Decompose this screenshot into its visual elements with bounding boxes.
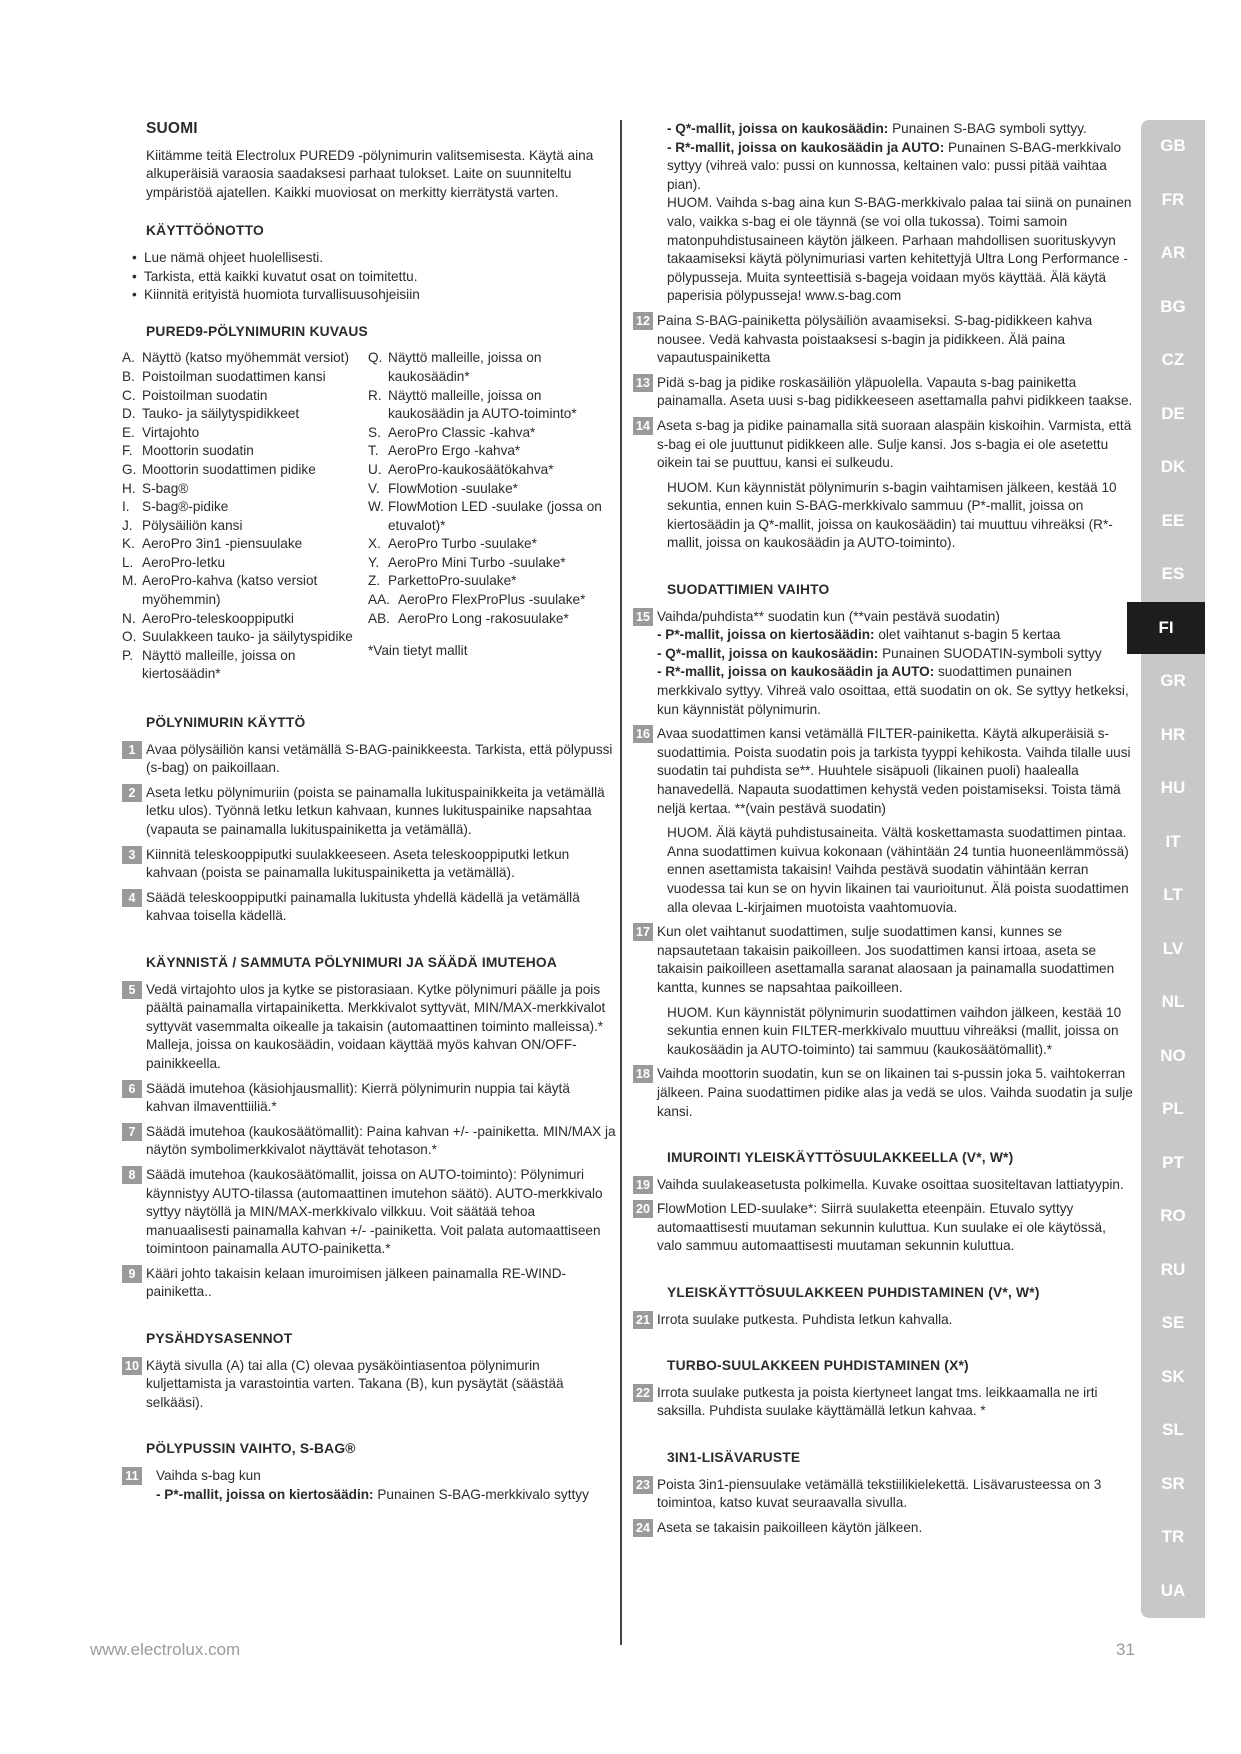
part-text: Näyttö malleille, joissa on kaukosäädin ja AUTO-toiminto* [388, 387, 577, 422]
step-number: 8 [122, 1166, 142, 1184]
part-text: Näyttö malleille, joissa on kiertosäädin* [142, 647, 296, 682]
step-number: 6 [122, 1080, 142, 1098]
step-18 [633, 1065, 1133, 1121]
setup-list [132, 249, 617, 305]
part-item [122, 535, 368, 554]
part-text: AeroPro-kaukosäätökahva* [388, 461, 554, 477]
part-item [368, 387, 614, 424]
filter-heading: SUODATTIMIEN VAIHTO [667, 582, 830, 598]
step-text: Pidä s-bag ja pidike roskasäiliön yläpuolella. Vapauta s-bag painiketta painamalla. Aseta uusi s-bag pidikkeeseen asettamalla pahvi pidikkeen taakse. [657, 374, 1133, 409]
step-text: Säädä teleskooppiputki painamalla lukitusta yhdellä kädellä ja vetämällä kahvaa toisella kädellä. [146, 889, 580, 924]
step-number: 10 [122, 1357, 142, 1375]
part-text: AeroPro FlexProPlus -suulake* [398, 592, 586, 608]
step-text: Säädä imutehoa (kaukosäätömallit): Paina kahvan +/- -painiketta. MIN/MAX ja näytön symbolimerkkivalot näyttävät tehotason.* [146, 1123, 616, 1158]
language-tab-ee[interactable]: EE [1161, 510, 1185, 530]
step-text: FlowMotion LED-suulake*: Siirrä suulaketta eteenpäin. Etuvalo syttyy automaattisesti muutaman sekunnin kuluttua. Kun suulake ei ole käytössä, valo sammuu automaattisesti muutaman sekunnin kuluttua. [657, 1201, 1106, 1254]
language-tab-nl[interactable]: NL [1161, 992, 1185, 1011]
part-text: ParkettoPro-suulake* [388, 573, 517, 589]
step-number: 14 [633, 417, 653, 435]
step-19 [633, 1176, 1133, 1195]
part-text: Näyttö malleille, joissa on kaukosäädin* [388, 350, 542, 384]
filter-q-label: - Q*-mallit, joissa on kaukosäädin: [657, 645, 879, 661]
intro-text: Kiitämme teitä Electrolux PURED9 -pölynimurin valitsemisesta. Käytä aina alkuperäisiä varaosia saadaksesi parhaat tulokset. Laite on suunniteltu ympäristöä ajatellen. Kaikki muoviosat on merkitty kierrätystä varten. [146, 147, 594, 200]
part-letter: H. [122, 480, 136, 496]
left-column [122, 120, 617, 1510]
part-item [122, 554, 368, 573]
step-text: Aseta se takaisin paikoilleen käytön jälkeen. [657, 1519, 923, 1535]
filter-r-label: - R*-mallit, joissa on kaukosäädin ja AUTO: [657, 664, 935, 680]
parking-heading: PYSÄHDYSASENNOT [146, 1331, 293, 1347]
step-5 [122, 981, 617, 1074]
step-21 [633, 1311, 1133, 1330]
part-item [122, 349, 368, 368]
bag-q-text: Punainen S-BAG symboli syttyy. [888, 121, 1087, 136]
part-text: AeroPro-kahva (katso versiot myöhemmin) [142, 573, 318, 608]
part-text: Virtajohto [142, 424, 200, 440]
setup-item: • Kiinnitä erityistä huomiota turvallisuusohjeisiin [132, 286, 617, 305]
language-tab-ua[interactable]: UA [1160, 1580, 1186, 1600]
part-item [122, 424, 368, 443]
language-tab-sk[interactable]: SK [1161, 1366, 1185, 1386]
step-number: 19 [633, 1176, 653, 1194]
step-2 [122, 784, 617, 840]
step-text: Irrota suulake putkesta ja poista kiertyneet langat tms. leikkaamalla ne irti saksilla. Puhdista suulake käyttämällä letkun kahvaa. * [657, 1384, 1098, 1419]
step-number: 4 [122, 889, 142, 907]
language-tab-no[interactable]: NO [1160, 1045, 1186, 1065]
part-letter: P. [122, 647, 134, 663]
step-12 [633, 312, 1133, 368]
general-heading: IMUROINTI YLEISKÄYTTÖSUULAKKEELLA (V*, W*) [667, 1150, 1014, 1166]
part-letter: T. [368, 443, 379, 459]
part-item [122, 498, 368, 517]
turbo-steps [633, 1384, 1133, 1421]
setup-item: • Tarkista, että kaikki kuvatut osat on toimitettu. [132, 268, 617, 287]
step-23 [633, 1476, 1133, 1513]
part-text: AeroPro Mini Turbo -suulake* [388, 554, 566, 570]
use-heading: PÖLYNIMURIN KÄYTTÖ [146, 715, 306, 731]
part-item [368, 442, 614, 461]
language-tab-dk[interactable]: DK [1160, 457, 1186, 476]
step-24 [633, 1519, 1133, 1538]
language-tab-de[interactable]: DE [1161, 403, 1185, 423]
step-15 [633, 608, 1133, 720]
footer-url[interactable]: www.electrolux.com [90, 1640, 241, 1659]
parts-column-1 [122, 349, 368, 684]
step-text: Vaihda moottorin suodatin, kun se on likainen tai s-pussin joka 5. vaihtokerran jälkeen. Paina suodattimen pidike alas ja vedä se ulos. Vaihda suodatin ja sulje kansi. [657, 1066, 1133, 1119]
part-item [122, 405, 368, 424]
language-tab-fr[interactable]: FR [1161, 189, 1185, 209]
description-heading: PURED9-PÖLYNIMURIN KUVAUS [146, 323, 368, 339]
part-text: Tauko- ja säilytyspidikkeet [142, 406, 300, 422]
start-heading: KÄYNNISTÄ / SAMMUTA PÖLYNIMURI JA SÄÄDÄ IMUTEHOA [146, 954, 557, 970]
part-letter: U. [368, 461, 382, 477]
part-text: AeroPro Long -rakosuulake* [398, 610, 569, 626]
bag-q-label: - Q*-mallit, joissa on kaukosäädin: [667, 121, 889, 136]
part-item [122, 461, 368, 480]
step-number: 9 [122, 1265, 142, 1283]
step-number: 17 [633, 923, 653, 941]
part-item [122, 628, 368, 647]
step-text: Kun olet vaihtanut suodattimen, sulje suodattimen kansi, kunnes se napsautetaan takaisin paikoilleen. Jos suodattimen kansi irtoaa, aseta se takaisin paikoilleen asettamalla saranat alaosaan ja painamalla suodattimen kantta, kunnes se napsahtaa paikoilleen. [657, 924, 1115, 995]
part-text: Näyttö (katso myöhemmät versiot) [142, 350, 349, 366]
language-tab-hr[interactable]: HR [1160, 724, 1186, 744]
step-number: 2 [122, 784, 142, 802]
part-text: Moottorin suodattimen pidike [142, 461, 316, 477]
parts-column-2 [368, 349, 614, 684]
step-number: 1 [122, 741, 142, 759]
step-11 [122, 1467, 617, 1504]
part-text: Suulakkeen tauko- ja säilytyspidike [142, 629, 353, 645]
part-text: FlowMotion LED -suulake (jossa on etuvalot)* [388, 499, 602, 533]
turbo-heading: TURBO-SUULAKKEEN PUHDISTAMINEN (X*) [667, 1358, 969, 1374]
language-tab-cz[interactable]: CZ [1161, 350, 1185, 369]
part-item [368, 498, 614, 535]
part-letter: I. [122, 499, 130, 515]
part-letter: K. [122, 536, 135, 552]
part-letter: G. [122, 461, 137, 477]
part-letter: E. [122, 424, 135, 440]
language-tab-hu[interactable]: HU [1160, 778, 1186, 797]
start-steps [122, 981, 617, 1303]
part-item [368, 424, 614, 443]
step-text: Käytä sivulla (A) tai alla (C) olevaa pysäköintiasentoa pölynimurin kuljettamista ja varastointia varten. Takana (B), kun pysäytät (säästää selkääsi). [146, 1357, 564, 1410]
step-text: Aseta s-bag ja pidike painamalla sitä suoraan alaspäin kiskoihin. Varmista, että s-bag ei ole juuttunut pidikkeen alle. Sulje kansi. Jos s-bagia ei ole asetettu oikein tai se puuttuu, kansi ei sulkeudu. [657, 417, 1132, 471]
step-number: 22 [633, 1384, 653, 1402]
bag-note-2: HUOM. Kun käynnistät pölynimurin s-bagin vaihtamisen jälkeen, kestää 10 sekuntia, ennen kuin S-BAG-merkkivalo sammuu (P*-mallit, joissa on kiertosäädin ja Q*-mallit, joissa on kaukosäädin) tai muuttuu vihreäksi (R*-mallit, joissa on kaukosäädin ja AUTO-toiminto). [667, 479, 1117, 551]
step-text: Irrota suulake putkesta. Puhdista letkun kahvalla. [657, 1311, 953, 1327]
language-tab-es[interactable]: ES [1161, 564, 1185, 583]
part-text: AeroPro-letku [142, 554, 226, 570]
part-item [122, 517, 368, 536]
use-steps [122, 741, 617, 926]
setup-heading: KÄYTTÖÖNOTTO [146, 223, 264, 239]
filter-step-line: Vaihda/puhdista** suodatin kun (**vain pestävä suodatin) [657, 608, 1000, 624]
step-number: 20 [633, 1200, 653, 1218]
parts-note: *Vain tietyt mallit [368, 643, 468, 659]
part-item [368, 610, 614, 629]
filter-r-text: suodattimen punainen merkkivalo syttyy. Vihreä valo osoittaa, että suodatin on ok. Se syttyy hetkeksi, kun käynnistät pölynimurin. [657, 664, 1129, 717]
bag-r-label: - R*-mallit, joissa on kaukosäädin ja AUTO: [667, 139, 945, 155]
step-number: 21 [633, 1311, 653, 1329]
right-column [633, 120, 1133, 1543]
part-item [368, 554, 614, 573]
step-number: 13 [633, 374, 653, 392]
general-steps [633, 1176, 1133, 1256]
part-letter: AA. [368, 592, 390, 608]
step-20 [633, 1200, 1133, 1256]
language-tab-ro[interactable]: RO [1160, 1206, 1186, 1225]
step-number: 7 [122, 1123, 142, 1141]
part-item [122, 647, 368, 684]
language-tab-ru[interactable]: RU [1160, 1259, 1186, 1279]
step-number: 16 [633, 725, 653, 743]
language-title: SUOMI [146, 120, 198, 137]
part-letter: Y. [368, 554, 380, 570]
part-item [368, 535, 614, 554]
part-letter: W. [368, 499, 384, 515]
step-text: Säädä imutehoa (käsiohjausmallit): Kierrä pölynimurin nuppia tai käytä kahvan ilmaventtiiliä.* [146, 1080, 570, 1115]
step-number: 15 [633, 608, 653, 626]
column-divider [620, 120, 622, 1645]
step-number: 12 [633, 312, 653, 330]
language-tabs [1141, 120, 1205, 1618]
part-letter: J. [122, 517, 133, 533]
bag-r-text: Punainen S-BAG-merkkivalo syttyy (vihreä valo: pussi on kunnossa, keltainen valo: pussi pitää vaihtaa pian). [667, 139, 1122, 192]
part-letter: C. [122, 387, 136, 403]
part-text: AeroPro-teleskooppiputki [142, 610, 294, 626]
part-text: AeroPro 3in1 -piensuulake [142, 536, 303, 552]
step-text: Kiinnitä teleskooppiputki suulakkeeseen. Aseta teleskooppiputki letkun kahvaan (poista se painamalla lukituspainiketta ja vetämällä). [146, 846, 570, 881]
step-text: Vaihda suulakeasetusta polkimella. Kuvake osoittaa suositeltavan lattiatyypin. [657, 1176, 1124, 1192]
step-text: Poista 3in1-piensuulake vetämällä tekstiilikielekettä. Lisävarusteessa on 3 toimintoa, katso kuvat seuraavalla sivulla. [657, 1476, 1102, 1511]
step-text: Vedä virtajohto ulos ja kytke se pistorasiaan. Kytke pölynimuri päälle ja pois päältä painamalla virtapainiketta. Merkkivalot syttyvät, MIN/MAX-merkkivalot syttyvät vasemmalta oikealle ja takaisin (automaattinen toiminto malleissa).* Malleja, joissa on kaukosäädin, voidaan käyttää myös kahvan ON/OFF-painikkeella. [146, 981, 606, 1071]
step-text: Säädä imutehoa (kaukosäätömallit, joissa on AUTO-toiminto): Pölynimuri käynnistyy AUTO-tilassa (automaattinen imutehon säätö). AUTO-merkkivalo syttyy näytöllä ja MIN/MAX-merkkivalo vilkkuu. Voit säätää tehoa manuaalisesti painamalla kahvan +/- -painiketta. Voit palata automaattiseen toimintoon painamalla AUTO-painiketta.* [146, 1166, 603, 1257]
step-9 [122, 1265, 617, 1302]
part-letter: N. [122, 610, 136, 626]
step-13 [633, 374, 1133, 411]
part-text: Poistoilman suodattimen kansi [142, 368, 326, 384]
step-text: Kääri johto takaisin kelaan imuroimisen jälkeen painamalla RE-WIND-painiketta.. [146, 1265, 567, 1300]
language-tab-ar[interactable]: AR [1160, 243, 1186, 262]
part-item [368, 572, 614, 591]
parts-list [122, 349, 617, 684]
part-item [368, 349, 614, 386]
part-text: AeroPro Turbo -suulake* [388, 536, 537, 552]
part-letter: L. [122, 554, 134, 570]
part-letter: AB. [368, 610, 390, 626]
language-tab-gr[interactable]: GR [1160, 671, 1186, 690]
language-tab-gb[interactable]: GB [1160, 136, 1186, 155]
step-6 [122, 1080, 617, 1117]
step-text: Avaa suodattimen kansi vetämällä FILTER-painiketta. Käytä alkuperäisiä s-suodattimia. Poista suodatin pois ja tarkista tyyppi kehikosta. Vaihda tilalle uusi suodatin tai puhdista se**. Huuhtele sisäpuoli (likainen puoli) haalealla hanavedellä. Napauta suodattimen kehystä veden poistamiseksi. Toista tämä neljä kertaa. **(vain pestävä suodatin) [657, 726, 1131, 816]
step-number: 18 [633, 1065, 653, 1083]
part-letter: X. [368, 536, 381, 552]
language-tab-sl[interactable]: SL [1162, 1420, 1184, 1439]
bag-heading: PÖLYPUSSIN VAIHTO, S-BAG® [146, 1441, 356, 1457]
part-text: S-bag®-pidike [142, 499, 229, 515]
part-item [122, 387, 368, 406]
step-17 [633, 923, 1133, 997]
accessory-heading: 3IN1-LISÄVARUSTE [667, 1450, 801, 1466]
part-item [368, 480, 614, 499]
language-tab-fi[interactable]: FI [1127, 602, 1205, 654]
language-tab-bg[interactable]: BG [1160, 296, 1186, 316]
language-tab-it[interactable]: IT [1165, 831, 1181, 851]
part-letter: Z. [368, 573, 381, 589]
step-16 [633, 725, 1133, 818]
part-letter: Q. [368, 350, 383, 366]
filter-p-text: olet vaihtanut s-bagin 5 kertaa [874, 627, 1061, 643]
clean-heading: YLEISKÄYTTÖSUULAKKEEN PUHDISTAMINEN (V*, W*) [667, 1285, 1040, 1301]
part-text: Poistoilman suodatin [142, 387, 268, 403]
part-item [122, 610, 368, 629]
part-letter: F. [122, 443, 133, 459]
step-text: Aseta letku pölynimuriin (poista se painamalla lukituspainikkeita ja vetämällä letku ulos). Työnnä letku letkun kahvaan, kunnes lukituspainike napsahtaa (vapauta se painamalla lukituspainiketta ja vetämällä). [146, 784, 605, 837]
part-item [122, 572, 368, 609]
part-letter: O. [122, 629, 137, 645]
part-text: S-bag® [142, 480, 189, 496]
language-tab-pl[interactable]: PL [1162, 1099, 1184, 1118]
parking-steps [122, 1357, 617, 1413]
part-letter: V. [368, 480, 380, 496]
step-22 [633, 1384, 1133, 1421]
part-letter: A. [122, 350, 135, 366]
step-14 [633, 417, 1133, 473]
language-tab-lt[interactable]: LT [1163, 885, 1183, 904]
step-7 [122, 1123, 617, 1160]
language-tab-lv[interactable]: LV [1162, 938, 1184, 958]
part-letter: B. [122, 368, 135, 384]
part-text: AeroPro Ergo -kahva* [388, 443, 521, 459]
step-1 [122, 741, 617, 778]
language-tab-pt[interactable]: PT [1162, 1152, 1184, 1172]
accessory-steps [633, 1476, 1133, 1538]
part-text: Pölysäiliön kansi [142, 517, 243, 533]
filter-note-2: HUOM. Kun käynnistät pölynimurin suodattimen vaihdon jälkeen, kestää 10 sekuntia ennen kuin FILTER-merkkivalo muuttuu vihreäksi (mallit, joissa on kaukosäädin ja AUTO-toiminto) tai sammuu (kaukosäätömallit).* [667, 1004, 1122, 1057]
language-tab-se[interactable]: SE [1161, 1313, 1185, 1332]
part-letter: M. [122, 573, 138, 589]
step-10 [122, 1357, 617, 1413]
page-number: 31 [1116, 1640, 1135, 1659]
part-item [368, 461, 614, 480]
part-item [122, 368, 368, 387]
filter-p-label: - P*-mallit, joissa on kiertosäädin: [657, 627, 875, 643]
step-text: Avaa pölysäiliön kansi vetämällä S-BAG-painikkeesta. Tarkista, että pölypussi (s-bag) on paikoillaan. [146, 741, 613, 776]
part-text: Moottorin suodatin [142, 443, 254, 459]
bag-note: HUOM. Vaihda s-bag aina kun S-BAG-merkkivalo palaa tai siinä on punainen valo, vaikka s-bag ei ole täynnä (se voi olla tukossa). Toimi samoin matonpuhdistusaineen käytön jälkeen. Parhaan mahdollisen suorituskyvyn takaamiseksi käytä pölynimuriasi varten kehitettyjä Ultra Long Performance -pölypusseja. Muita synteettisiä s-bageja voidaan myös käyttää. Älä käytä paperisia pölypusseja! www.s-bag.com [667, 195, 1132, 304]
bag-p-label: - P*-mallit, joissa on kiertosäädin: [156, 1486, 374, 1502]
setup-item: • Lue nämä ohjeet huolellisesti. [132, 249, 617, 268]
step-3 [122, 846, 617, 883]
part-item [368, 591, 614, 610]
part-item [122, 442, 368, 461]
step-text: Paina S-BAG-painiketta pölysäiliön avaamiseksi. S-bag-pidikkeen kahva nousee. Vedä kahvasta poistaaksesi s-bagin ja pidikkeen. Älä paina vapautuspainiketta [657, 312, 1093, 366]
step-8 [122, 1166, 617, 1259]
filter-q-text: Punainen SUODATIN-symboli syttyy [878, 645, 1102, 661]
step-4 [122, 889, 617, 926]
bag-p-text: Punainen S-BAG-merkkivalo syttyy [373, 1486, 589, 1502]
step-number: 24 [633, 1519, 653, 1537]
language-tab-tr[interactable]: TR [1161, 1527, 1185, 1546]
clean-steps [633, 1311, 1133, 1330]
step-number: 3 [122, 846, 142, 864]
filter-note-1: HUOM. Älä käytä puhdistusaineita. Vältä koskettamasta suodattimen pintaa. Anna suodattimen kuivua kokonaan (vähintään 24 tuntia huoneenlämmössä) ennen asettamista takaisin! Vaihda pestävä suodatin vähintään kerran vuodessa tai kun se on hyvin likainen tai vaurioitunut. Älä poista suodattimen alla olevaa L-kirjaimen muotoista vaahtomuovia. [667, 825, 1129, 915]
part-text: FlowMotion -suulake* [388, 480, 518, 496]
part-letter: R. [368, 387, 382, 403]
bag-steps [633, 312, 1133, 473]
step-number: 5 [122, 981, 142, 999]
bag-step-line: Vaihda s-bag kun [156, 1468, 261, 1484]
part-letter: D. [122, 406, 136, 422]
step-number: 23 [633, 1476, 653, 1494]
step-number: 11 [122, 1467, 142, 1485]
part-letter: S. [368, 424, 381, 440]
part-item [122, 480, 368, 499]
language-tab-sr[interactable]: SR [1161, 1473, 1185, 1493]
part-text: AeroPro Classic -kahva* [388, 424, 536, 440]
